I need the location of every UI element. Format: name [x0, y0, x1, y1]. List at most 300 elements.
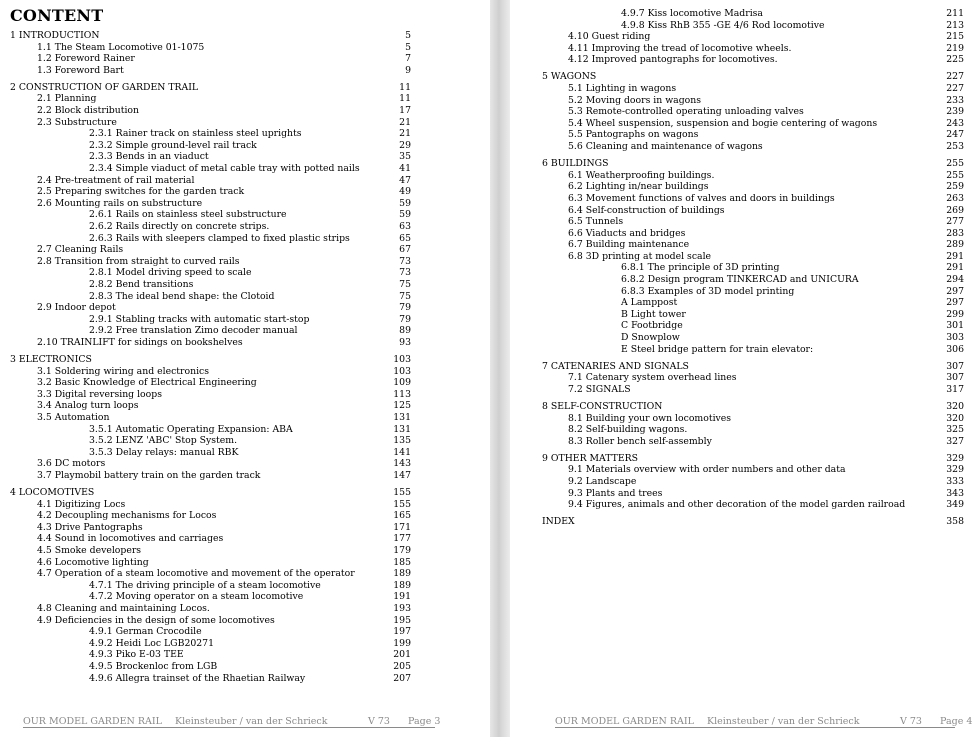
toc-entry-page: 329 [946, 452, 964, 464]
toc-entry-page: 79 [399, 302, 411, 314]
toc-entry-title: 2.7 Cleaning Rails [37, 244, 124, 256]
toc-entry-title: 5.2 Moving doors in wagons [568, 94, 702, 106]
toc-entry-title: 4.9.7 Kiss locomotive Madrisa [621, 8, 763, 19]
toc-entry-title: B Light tower [621, 308, 686, 320]
toc-entry[interactable] [0, 151, 490, 163]
toc-entry-title: 3.5.3 Delay relays: manual RBK [89, 446, 239, 458]
toc-entry-title: 4.8 Cleaning and maintaining Locos. [37, 603, 210, 614]
toc-entry-page: 179 [393, 545, 411, 557]
toc-entry-page: 243 [946, 117, 964, 129]
toc-entry-page: 197 [393, 626, 411, 638]
toc-entry[interactable] [0, 377, 490, 389]
toc-entry-page: 205 [393, 660, 411, 672]
toc-entry-page: 7 [405, 53, 411, 65]
toc-entry-page: 109 [393, 377, 411, 389]
toc-entry-title: 2.5 Preparing switches for the garden track [37, 186, 245, 198]
toc-entry-title: 1.3 Foreword Bart [37, 64, 124, 76]
toc-entry[interactable] [510, 239, 980, 251]
toc-entry-page: 320 [946, 412, 964, 424]
toc-entry-page: 329 [946, 464, 964, 476]
toc-entry-title: 6.8.1 The principle of 3D printing [621, 262, 780, 274]
toc-entry-page: 291 [946, 262, 964, 274]
toc-entry-title: 3.3 Digital reversing loops [37, 388, 162, 400]
toc-entry[interactable] [0, 30, 490, 42]
toc-entry[interactable] [510, 413, 980, 425]
toc-entry-page: 63 [399, 221, 411, 232]
toc-entry-title: 2.6.2 Rails directly on concrete strips. [89, 221, 270, 232]
toc-entry-title: 1.1 The Steam Locomotive 01-1075 [37, 41, 205, 53]
toc-entry-title: 4.9 Deficiencies in the design of some locomotives [37, 614, 275, 626]
toc-entry-title: A Lamppost [621, 297, 678, 309]
toc-entry-page: 89 [399, 325, 411, 337]
footer-version: V 73 [900, 716, 922, 727]
toc-entry[interactable] [510, 158, 980, 170]
toc-entry-page: 201 [393, 649, 411, 661]
toc-entry[interactable] [510, 20, 980, 32]
toc-entry-page: 307 [946, 372, 964, 384]
toc-entry[interactable] [0, 302, 490, 314]
toc-entry-page: 283 [946, 227, 964, 239]
toc-entry-title: 2 CONSTRUCTION OF GARDEN TRAIL [10, 81, 199, 93]
toc-entry[interactable] [0, 533, 490, 545]
footer-right [555, 716, 972, 727]
toc-entry-title: 2.2 Block distribution [37, 105, 140, 117]
toc-entry[interactable] [510, 401, 980, 413]
toc-entry[interactable] [0, 325, 490, 337]
toc-entry-title: 9.3 Plants and trees [568, 487, 663, 499]
toc-entry[interactable] [0, 105, 490, 117]
toc-entry-title: 2.8.2 Bend transitions [89, 278, 194, 290]
toc-entry-page: 207 [393, 672, 411, 684]
toc-entry-page: 199 [393, 637, 411, 649]
toc-entry[interactable] [0, 140, 490, 152]
toc-entry-title: 2.3.1 Rainer track on stainless steel uprights [89, 128, 302, 140]
footer-rule [555, 727, 955, 728]
toc-entry-page: 141 [393, 446, 411, 458]
toc-entry[interactable] [0, 458, 490, 470]
toc-entry-title: 4.9.8 Kiss RhB 355 -GE 4/6 Rod locomotive [621, 19, 825, 31]
toc-entry-page: 79 [399, 313, 411, 325]
toc-entry-page: 131 [393, 423, 411, 435]
toc-entry-page: 225 [946, 54, 964, 66]
toc-entry-title: 2.8 Transition from straight to curved rails [37, 255, 240, 267]
toc-entry[interactable] [0, 65, 490, 77]
toc-entry-title: 3.6 DC motors [37, 458, 106, 470]
toc-entry[interactable] [0, 412, 490, 424]
toc-entry[interactable] [0, 267, 490, 279]
toc-entry-page: 289 [946, 239, 964, 251]
toc-entry[interactable] [510, 181, 980, 193]
toc-entry[interactable] [510, 499, 980, 511]
toc-entry-title: 2.9.1 Stabling tracks with automatic start-stop [89, 313, 310, 325]
toc-entry-title: 5.6 Cleaning and maintenance of wagons [568, 141, 763, 153]
toc-entry-title: 2.4 Pre-treatment of rail material [37, 174, 195, 186]
toc-entry[interactable] [510, 118, 980, 130]
toc-entry-page: 9 [405, 64, 411, 76]
toc-entry[interactable] [0, 568, 490, 580]
toc-entry[interactable] [0, 580, 490, 592]
toc-entry-page: 165 [393, 510, 411, 522]
toc-entry-page: 35 [399, 151, 411, 163]
toc-entry[interactable] [0, 366, 490, 378]
toc-entry-page: 358 [946, 516, 964, 528]
toc-entry[interactable] [0, 603, 490, 615]
toc-entry-title: 9 OTHER MATTERS [542, 452, 638, 464]
toc-entry-title: D Snowplow [621, 332, 680, 344]
toc-entry-page: 317 [946, 383, 964, 395]
page-gutter [490, 0, 510, 737]
toc-entry-title: 6.8.3 Examples of 3D model printing [621, 285, 795, 297]
footer-version: V 73 [368, 716, 390, 727]
toc-entry[interactable] [0, 499, 490, 511]
toc-entry-title: 3.1 Soldering wiring and electronics [37, 365, 210, 377]
toc-entry[interactable] [0, 557, 490, 569]
toc-entry-title: 1.2 Foreword Rainer [37, 53, 135, 65]
toc-entry-title: 2.10 TRAINLIFT for sidings on bookshelves [37, 336, 243, 348]
toc-entry[interactable] [510, 95, 980, 107]
toc-entry-page: 269 [946, 204, 964, 216]
toc-entry[interactable] [510, 344, 980, 356]
footer-page-number: Page 3 [408, 716, 441, 727]
toc-entry[interactable] [0, 354, 490, 366]
toc-entry-page: 277 [946, 216, 964, 228]
toc-entry-page: 193 [393, 603, 411, 614]
toc-entry[interactable] [0, 638, 490, 650]
toc-entry-title: 2.3.4 Simple viaduct of metal cable tray with potted nails [89, 163, 360, 175]
toc-entry[interactable] [510, 83, 980, 95]
toc-entry-title: 9.2 Landscape [568, 476, 637, 488]
toc-entry-page: 297 [946, 285, 964, 297]
toc-entry-page: 343 [946, 487, 964, 499]
toc-entry-page: 263 [946, 192, 964, 204]
toc-entry[interactable] [510, 436, 980, 448]
toc-entry-page: 59 [399, 209, 411, 221]
toc-entry-page: 59 [399, 197, 411, 209]
toc-entry[interactable] [510, 71, 980, 83]
toc-entry[interactable] [510, 54, 980, 66]
toc-entry-title: 1 INTRODUCTION [10, 30, 100, 41]
toc-entry-page: 125 [393, 400, 411, 412]
toc-entry-page: 303 [946, 332, 964, 344]
toc-entry[interactable] [510, 129, 980, 141]
footer-rule [23, 727, 435, 728]
toc-entry-title: 3.2 Basic Knowledge of Electrical Engineering [37, 377, 257, 389]
toc-entry-page: 11 [399, 81, 411, 93]
toc-entry-page: 307 [946, 360, 964, 372]
toc-entry-title: 5.3 Remote-controlled operating unloading valves [568, 106, 804, 118]
footer-book-name: OUR MODEL GARDEN RAIL [23, 716, 162, 727]
toc-entry-page: 297 [946, 297, 964, 309]
page-title [10, 6, 103, 25]
toc-entry-title: 4.5 Smoke developers [37, 545, 142, 557]
toc-entry[interactable] [510, 372, 980, 384]
toc-entry[interactable] [510, 453, 980, 465]
toc-entry-page: 11 [399, 93, 411, 105]
toc-entry-title: 4.2 Decoupling mechanisms for Locos [37, 510, 217, 522]
toc-entry[interactable] [510, 320, 980, 332]
toc-entry[interactable] [0, 186, 490, 198]
toc-entry-page: 299 [946, 308, 964, 320]
toc-entry[interactable] [0, 221, 490, 233]
toc-entry[interactable] [0, 522, 490, 534]
toc-entry-title: INDEX [542, 516, 575, 528]
toc-entry-title: 3.5.1 Automatic Operating Expansion: ABA [89, 423, 293, 435]
toc-entry-page: 253 [946, 141, 964, 153]
toc-entry[interactable] [510, 106, 980, 118]
toc-entry-page: 21 [399, 128, 411, 140]
toc-entry-page: 67 [399, 244, 411, 256]
toc-entry-title: 4.4 Sound in locomotives and carriages [37, 533, 224, 545]
toc-entry-page: 291 [946, 250, 964, 262]
toc-entry-page: 103 [393, 354, 411, 366]
toc-entry-title: 6.3 Movement functions of valves and doors in buildings [568, 192, 835, 204]
toc-entry[interactable] [0, 661, 490, 673]
toc-entry-page: 29 [399, 139, 411, 151]
toc-entry-page: 211 [946, 8, 964, 19]
toc-entry-title: 2.8.3 The ideal bend shape: the Clotoid [89, 290, 275, 302]
toc-entry-page: 185 [393, 556, 411, 568]
toc-entry-page: 327 [946, 435, 964, 447]
toc-entry-page: 294 [946, 274, 964, 286]
toc-entry[interactable] [510, 31, 980, 43]
toc-entry-title: 2.6.3 Rails with sleepers clamped to fixed plastic strips [89, 232, 350, 244]
toc-entry-title: 5 WAGONS [542, 71, 597, 83]
toc-entry-page: 191 [393, 591, 411, 603]
toc-entry-title: 4.9.3 Piko E-03 TEE [89, 649, 184, 661]
toc-entry[interactable] [510, 476, 980, 488]
toc-entry[interactable] [510, 332, 980, 344]
toc-entry[interactable] [510, 251, 980, 263]
toc-entry-title: 8.3 Roller bench self-assembly [568, 435, 712, 447]
toc-entry-title: 9.1 Materials overview with order numbers and other data [568, 464, 846, 476]
toc-right [510, 8, 980, 528]
toc-entry[interactable] [0, 117, 490, 129]
toc-entry-title: 2.3 Substructure [37, 116, 117, 128]
toc-entry-page: 75 [399, 278, 411, 290]
toc-entry[interactable] [0, 591, 490, 603]
toc-entry-page: 255 [946, 158, 964, 170]
page-title-text: CONTENT [10, 6, 104, 25]
toc-entry[interactable] [0, 447, 490, 459]
toc-entry[interactable] [510, 516, 980, 528]
toc-entry-title: 4.11 Improving the tread of locomotive wheels. [568, 42, 792, 54]
toc-entry[interactable] [510, 8, 980, 20]
toc-entry[interactable] [0, 93, 490, 105]
toc-entry[interactable] [0, 424, 490, 436]
toc-entry-title: 4.1 Digitizing Locs [37, 498, 126, 510]
toc-entry[interactable] [0, 175, 490, 187]
toc-entry-title: 7.2 SIGNALS [568, 383, 631, 395]
toc-entry-page: 65 [399, 232, 411, 244]
footer-authors: Kleinsteuber / van der Schrieck [175, 716, 328, 727]
toc-entry-title: 6.8.2 Design program TINKERCAD and UNICURA [621, 274, 859, 286]
toc-entry-page: 233 [946, 94, 964, 106]
toc-entry[interactable] [0, 163, 490, 175]
toc-entry-page: 301 [946, 320, 964, 332]
toc-entry-title: 4.9.2 Heidi Loc LGB20271 [89, 637, 215, 649]
toc-entry-page: 306 [946, 343, 964, 355]
toc-entry[interactable] [510, 141, 980, 153]
toc-entry-title: 2.6.1 Rails on stainless steel substructure [89, 209, 287, 221]
toc-entry[interactable] [0, 435, 490, 447]
toc-entry-title: E Steel bridge pattern for train elevator: [621, 343, 814, 355]
toc-entry[interactable] [510, 464, 980, 476]
toc-entry[interactable] [0, 337, 490, 349]
toc-entry[interactable] [510, 262, 980, 274]
toc-entry[interactable] [510, 43, 980, 55]
toc-entry[interactable] [0, 649, 490, 661]
toc-entry[interactable] [0, 626, 490, 638]
toc-entry-title: 5.1 Lighting in wagons [568, 83, 677, 95]
toc-entry-title: 4.12 Improved pantographs for locomotives. [568, 54, 778, 66]
toc-entry[interactable] [510, 216, 980, 228]
toc-entry-page: 333 [946, 476, 964, 488]
toc-entry-title: 2.6 Mounting rails on substructure [37, 197, 203, 209]
footer-left [23, 716, 440, 727]
toc-entry-page: 5 [405, 41, 411, 53]
toc-entry-title: 6.4 Self-construction of buildings [568, 204, 725, 216]
toc-entry-title: 4.9.5 Brockenloc from LGB [89, 660, 218, 672]
toc-entry[interactable] [0, 42, 490, 54]
toc-entry-title: 8.2 Self-building wagons. [568, 424, 688, 436]
toc-entry-page: 131 [393, 412, 411, 423]
toc-entry-page: 21 [399, 116, 411, 128]
toc-entry[interactable] [510, 286, 980, 298]
toc-entry[interactable] [510, 205, 980, 217]
toc-entry[interactable] [0, 470, 490, 482]
toc-entry[interactable] [0, 510, 490, 522]
toc-entry-page: 171 [393, 521, 411, 533]
toc-entry[interactable] [0, 244, 490, 256]
toc-entry-title: 4.3 Drive Pantographs [37, 521, 143, 533]
toc-entry-page: 259 [946, 181, 964, 193]
toc-entry-title: 4.6 Locomotive lighting [37, 556, 149, 568]
toc-entry-page: 47 [399, 174, 411, 186]
toc-entry-page: 143 [393, 458, 411, 470]
toc-entry-title: 2.9.2 Free translation Zimo decoder manual [89, 325, 298, 337]
toc-entry-page: 320 [946, 401, 964, 412]
toc-entry-title: 3.7 Playmobil battery train on the garden track [37, 469, 261, 481]
toc-entry-page: 155 [393, 498, 411, 510]
toc-entry-page: 17 [399, 105, 411, 117]
toc-entry[interactable] [0, 487, 490, 499]
toc-entry-page: 73 [399, 255, 411, 267]
toc-entry-page: 189 [393, 579, 411, 591]
toc-entry-title: 7 CATENARIES AND SIGNALS [542, 360, 689, 372]
toc-entry-title: 4.7.1 The driving principle of a steam locomotive [89, 579, 321, 591]
toc-entry-title: 4.9.1 German Crocodile [89, 626, 202, 638]
toc-entry-title: 6.1 Weatherproofing buildings. [568, 169, 715, 181]
right-page [510, 0, 980, 737]
toc-entry-page: 113 [393, 388, 411, 400]
toc-entry-title: 2.8.1 Model driving speed to scale [89, 267, 252, 279]
toc-entry-page: 195 [393, 614, 411, 626]
toc-entry-title: 4.7.2 Moving operator on a steam locomotive [89, 591, 304, 603]
toc-entry-title: 4.9.6 Allegra trainset of the Rhaetian Railway [89, 672, 306, 684]
toc-entry-title: 6.6 Viaducts and bridges [568, 227, 686, 239]
toc-entry[interactable] [0, 291, 490, 303]
toc-entry[interactable] [0, 615, 490, 627]
toc-entry[interactable] [510, 361, 980, 373]
toc-entry[interactable] [0, 256, 490, 268]
toc-entry-title: 4 LOCOMOTIVES [10, 487, 95, 499]
toc-entry[interactable] [0, 400, 490, 412]
toc-entry-page: 349 [946, 499, 964, 511]
toc-entry[interactable] [0, 53, 490, 65]
toc-entry-title: 8 SELF-CONSTRUCTION [542, 401, 663, 412]
toc-entry[interactable] [0, 279, 490, 291]
toc-entry-page: 93 [399, 336, 411, 348]
toc-entry[interactable] [0, 209, 490, 221]
toc-entry[interactable] [0, 82, 490, 94]
toc-entry-page: 177 [393, 533, 411, 545]
toc-entry-title: 2.3.2 Simple ground-level rail track [89, 139, 257, 151]
toc-entry-page: 215 [946, 31, 964, 43]
toc-entry-title: 5.4 Wheel suspension, suspension and bogie centering of wagons [568, 117, 878, 129]
toc-entry-page: 255 [946, 169, 964, 181]
toc-entry-title: 4.7 Operation of a steam locomotive and movement of the operator [37, 568, 355, 580]
toc-entry-title: 6 BUILDINGS [542, 158, 609, 170]
toc-entry-page: 227 [946, 71, 964, 83]
toc-entry-page: 189 [393, 568, 411, 580]
toc-entry[interactable] [510, 309, 980, 321]
toc-entry[interactable] [0, 198, 490, 210]
toc-entry-page: 239 [946, 106, 964, 118]
toc-entry-title: 3 ELECTRONICS [10, 354, 92, 366]
footer-authors: Kleinsteuber / van der Schrieck [707, 716, 860, 727]
toc-entry-title: 6.7 Building maintenance [568, 239, 690, 251]
toc-entry[interactable] [510, 193, 980, 205]
toc-entry-title: 7.1 Catenary system overhead lines [568, 372, 737, 384]
toc-entry-page: 155 [393, 487, 411, 499]
toc-entry-title: 3.5.2 LENZ 'ABC' Stop System. [89, 435, 238, 447]
toc-entry[interactable] [0, 314, 490, 326]
toc-entry-title: 3.5 Automation [37, 412, 110, 423]
toc-entry-page: 103 [393, 365, 411, 377]
toc-entry-title: 6.5 Tunnels [568, 216, 624, 228]
toc-entry-title: 6.2 Lighting in/near buildings [568, 181, 709, 193]
toc-entry[interactable] [510, 424, 980, 436]
toc-entry[interactable] [510, 384, 980, 396]
toc-entry-title: 8.1 Building your own locomotives [568, 412, 732, 424]
toc-entry[interactable] [510, 170, 980, 182]
footer-page-number: Page 4 [940, 716, 973, 727]
toc-entry[interactable] [510, 488, 980, 500]
toc-entry[interactable] [510, 297, 980, 309]
toc-entry-title: 6.8 3D printing at model scale [568, 250, 712, 262]
toc-entry[interactable] [0, 389, 490, 401]
toc-entry-page: 227 [946, 83, 964, 95]
toc-entry[interactable] [510, 228, 980, 240]
toc-entry-page: 49 [399, 186, 411, 198]
toc-entry[interactable] [0, 128, 490, 140]
toc-entry-page: 325 [946, 424, 964, 436]
toc-entry[interactable] [0, 545, 490, 557]
toc-entry-title: 2.9 Indoor depot [37, 302, 116, 314]
toc-entry-title: 2.1 Planning [37, 93, 97, 105]
toc-entry-page: 75 [399, 290, 411, 302]
toc-entry[interactable] [0, 233, 490, 245]
toc-entry-title: 9.4 Figures, animals and other decoration of the model garden railroad [568, 499, 906, 511]
toc-entry-page: 5 [405, 30, 411, 41]
toc-entry-page: 213 [946, 19, 964, 31]
footer-book-name: OUR MODEL GARDEN RAIL [555, 716, 694, 727]
toc-entry-page: 219 [946, 42, 964, 54]
toc-entry-title: 2.3.3 Bends in an viaduct [89, 151, 209, 163]
toc-entry[interactable] [510, 274, 980, 286]
toc-entry-title: 5.5 Pantographs on wagons [568, 129, 699, 141]
toc-entry[interactable] [0, 673, 490, 685]
